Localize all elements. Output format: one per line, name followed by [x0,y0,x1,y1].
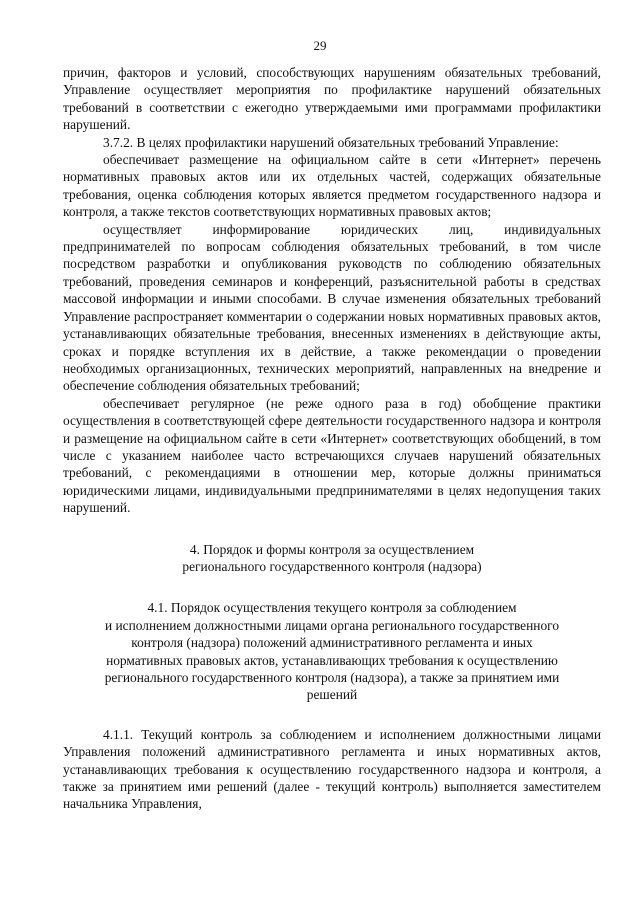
subsection-4-1-heading [63,599,601,703]
paragraph-publication: обеспечивает размещение на официальном сайте в сети «Интернет» перечень нормативных правовых актов или их отдельных частей, содержащих обязательные требования, оценка соблюдения которых является предметом государственного надзора и контроля, а также текстов соответствующих нормативных правовых актов; [63,152,601,220]
document-body [63,64,601,813]
paragraph-generalization: обеспечивает регулярное (не реже одного раза в год) обобщение практики осуществления в соответствующей сфере деятельности государственного надзора и контроля и размещение на официальном сайте в сети «Интернет» соответствующих обобщений, в том числе с указанием наиболее часто встречающихся случаев нарушений обязательных требований, с рекомендациями в отношении мер, которые должны приниматься юридическими лицами, индивидуальными предпринимателями в целях недопущения таких нарушений. [63,395,601,516]
paragraph-continuation: причин, факторов и условий, способствующих нарушениям обязательных требований, Управление осуществляет мероприятия по профилактике нарушений обязательных требований в соответствии с ежегодно утверждаемыми ими программами профилактики нарушений. [63,65,601,133]
paragraph-4-1-1: 4.1.1. Текущий контроль за соблюдением и исполнением должностными лицами Управления положений административного регламента и иных нормативных актов, устанавливающих требования к осуществлению государственного надзора и контроля, а также за принятием ими решений (далее - текущий контроль) выполняется заместителем начальника Управления, [63,726,601,812]
subsection-4-1-line5: регионального государственного контроля (надзора), а также за принятием ими [104,670,560,685]
subsection-4-1-line2: и исполнением должностными лицами органа регионального государственного [104,617,560,633]
paragraph-3-7-2: 3.7.2. В целях профилактики нарушений обязательных требований Управление: [103,134,559,150]
section-4-heading-line1: 4. Порядок и формы контроля за осуществлением [189,541,475,557]
section-4-heading-line2: регионального государственного контроля (надзора) [182,558,482,574]
subsection-4-1-line3: контроля (надзора) положений административного регламента и иных [131,635,533,651]
section-4-heading [63,541,601,576]
page-number: 29 [313,38,327,53]
subsection-4-1-line6: решений [306,687,358,703]
paragraph-informing: осуществляет информирование юридических лиц, индивидуальных предпринимателей по вопросам соблюдения обязательных требований, в том числе посредством разработки и опубликования руководств по соблюдению обязательных требований, проведения семинаров и конференций, разъяснительной работы в средствах массовой информации и иными способами. В случае изменения обязательных требований Управление распространяет комментарии о содержании новых нормативных правовых актов, устанавливающих обязательные требования, внесенных изменениях в действующие акты, сроках и порядке вступления их в действие, а также рекомендации о проведении необходимых организационных, технических мероприятий, направленных на внедрение и обеспечение соблюдения обязательных требований; [63,221,601,394]
subsection-4-1-line4: нормативных правовых актов, устанавливающих требования к осуществлению [106,652,558,668]
subsection-4-1-line1: 4.1. Порядок осуществления текущего контроля за соблюдением [147,600,517,616]
